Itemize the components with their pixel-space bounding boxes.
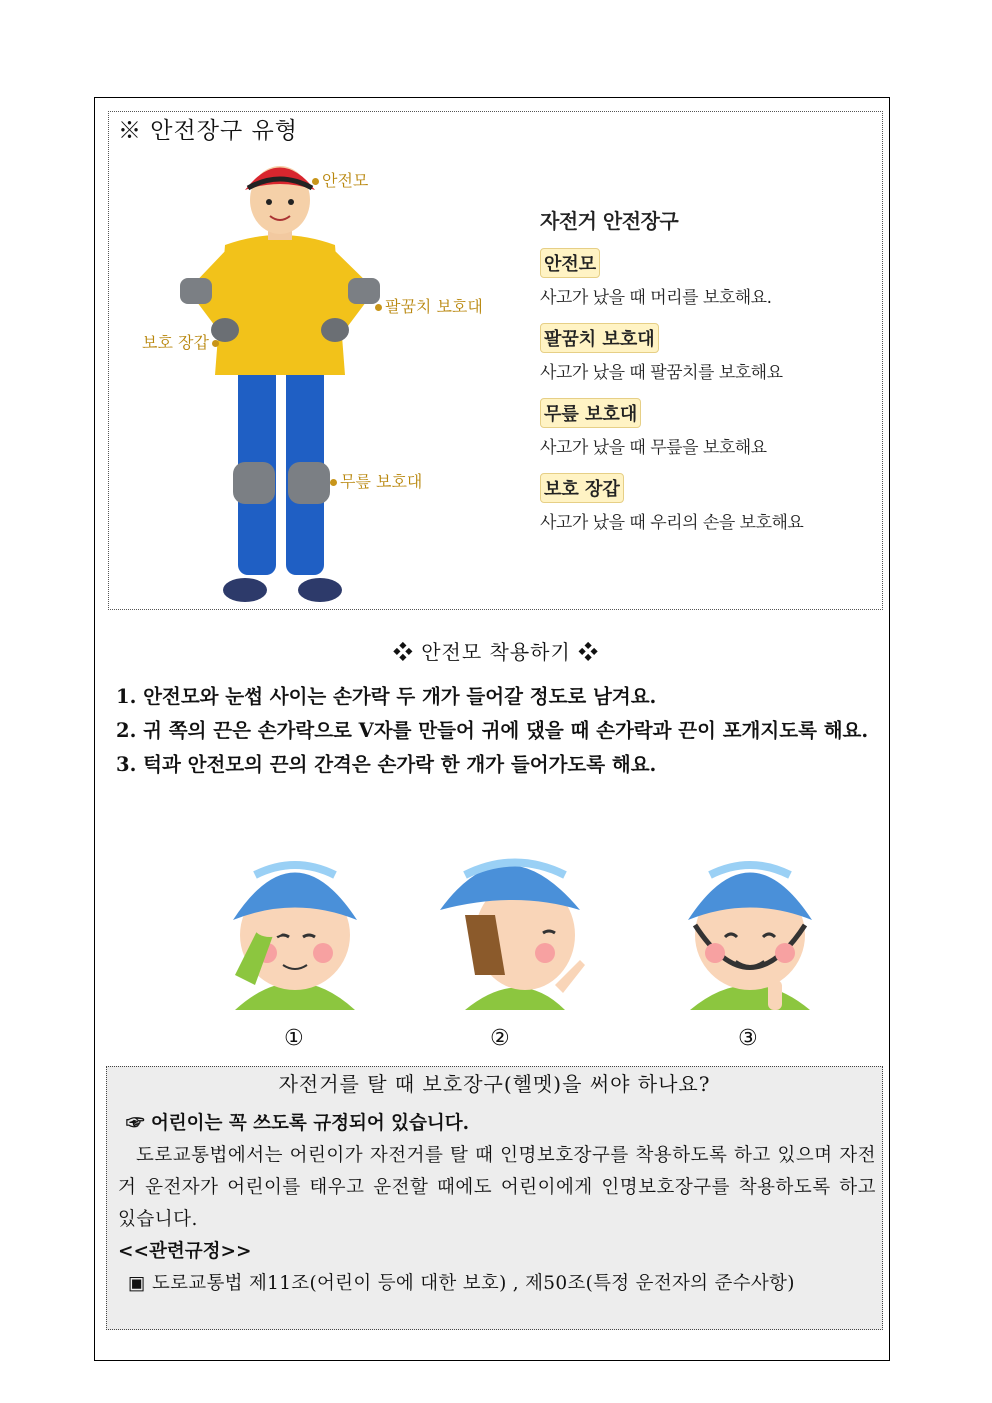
gear-item-label: 무릎 보호대 <box>540 398 641 428</box>
helmet-howto-title: ❖ 안전모 착용하기 ❖ <box>392 640 600 664</box>
faq-answer: ☞ 어린이는 꼭 쓰도록 규정되어 있습니다. <box>126 1113 470 1134</box>
helmet-step-1-illustration <box>215 835 375 1015</box>
gear-item-label: 보호 장갑 <box>540 473 624 503</box>
gear-item-desc: 사고가 났을 때 머리를 보호해요. <box>540 288 772 308</box>
gear-item-desc: 사고가 났을 때 무릎을 보호해요 <box>540 438 767 458</box>
gear-item-elbow <box>540 323 870 383</box>
gear-item-label: 안전모 <box>540 248 600 278</box>
gear-description-panel <box>540 205 870 548</box>
helmet-step-3-illustration <box>670 835 830 1015</box>
safety-gear-title: ※ 안전장구 유형 <box>118 118 298 144</box>
howto-step-3: 3. 턱과 안전모의 끈의 간격은 손가락 한 개가 들어가도록 해요. <box>116 753 657 776</box>
faq-text: 도로교통법에서는 어린이가 자전거를 탈 때 인명보호장구를 착용하도록 하고 있으며 자전거 운전자가 어린이를 태우고 운전할 때에도 어린이에게 인명보호장구를 착용하도록 하고 있습니다. <box>118 1145 876 1230</box>
gear-item-label: 팔꿈치 보호대 <box>540 323 659 353</box>
child-with-safety-gear-illustration <box>170 150 390 610</box>
gear-item-desc: 사고가 났을 때 우리의 손을 보호해요 <box>540 513 804 533</box>
gear-item-desc: 사고가 났을 때 팔꿈치를 보호해요 <box>540 363 783 383</box>
gear-item-knee <box>540 398 870 458</box>
callout-gloves: 보호 장갑 <box>142 330 219 353</box>
related-law: ▣ 도로교통법 제11조(어린이 등에 대한 보호) , 제50조(특정 운전자의 준수사항) <box>128 1273 795 1294</box>
helmet-howto-steps <box>106 680 886 782</box>
step-number-3: ③ <box>738 1026 758 1051</box>
step-number-2: ② <box>490 1026 510 1051</box>
howto-step-2: 2. 귀 쪽의 끈은 손가락으로 V자를 만들어 귀에 댔을 때 손가락과 끈이 포개지도록 해요. <box>116 719 869 742</box>
gear-item-helmet <box>540 248 870 308</box>
step-number-1: ① <box>284 1026 304 1051</box>
gear-item-gloves <box>540 473 870 533</box>
faq-body <box>118 1108 876 1300</box>
related-regulations-heading: <<관련규정>> <box>118 1241 252 1262</box>
howto-step-1: 1. 안전모와 눈썹 사이는 손가락 두 개가 들어갈 정도로 남겨요. <box>116 685 657 708</box>
callout-knee-pad: 무릎 보호대 <box>330 469 422 492</box>
callout-helmet: 안전모 <box>312 168 368 191</box>
helmet-step-2-illustration <box>435 835 595 1015</box>
callout-elbow-pad: 팔꿈치 보호대 <box>375 294 483 317</box>
gear-panel-heading: 자전거 안전장구 <box>540 209 679 233</box>
faq-question: 자전거를 탈 때 보호장구(헬멧)을 써야 하나요? <box>278 1072 711 1096</box>
